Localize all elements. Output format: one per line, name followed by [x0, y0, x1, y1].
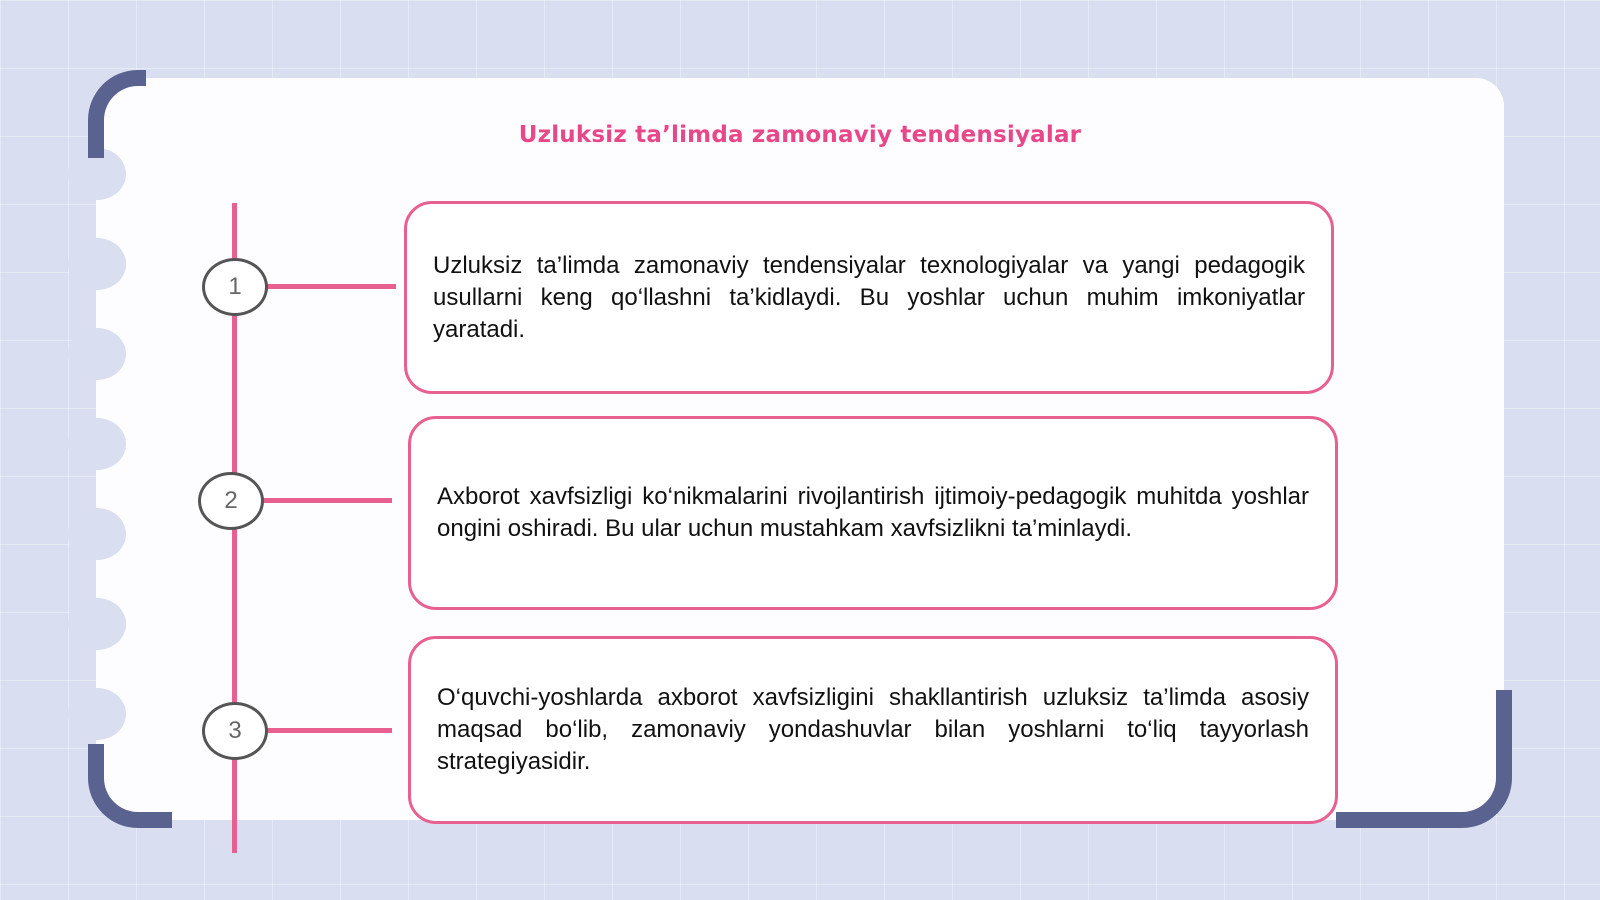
step-box-1	[404, 201, 1334, 394]
timeline-connector-1	[262, 284, 396, 289]
corner-bracket-bottom-left	[88, 744, 172, 828]
card-scallop	[68, 328, 126, 380]
step-marker-2: 2	[198, 472, 264, 530]
card-scallop	[68, 598, 126, 650]
card-scallop	[68, 688, 126, 740]
step-text-1: Uzluksiz ta’limda zamonaviy tendensiyalar texnologiyalar va yangi pedagogik usullarni keng qo‘llashni ta’kidlaydi. Bu yoshlar uchun muhim imkoniyatlar yaratadi.	[433, 251, 1305, 343]
card-scallop	[68, 238, 126, 290]
card-scallop	[68, 508, 126, 560]
step-text-2: Axborot xavfsizligi ko‘nikmalarini rivojlantirish ijtimoiy-pedagogik muhitda yoshlar ongini oshiradi. Bu ular uchun mustahkam xavfsizlikni ta’minlaydi.	[437, 483, 1309, 542]
step-box-3	[408, 636, 1338, 824]
timeline-connector-2	[258, 498, 392, 503]
step-box-2	[408, 416, 1338, 610]
step-marker-1: 1	[202, 258, 268, 316]
corner-bracket-bottom-right	[1336, 690, 1512, 828]
step-text-3: O‘quvchi-yoshlarda axborot xavfsizligini shakllantirish uzluksiz ta’limda asosiy maqsad bo‘lib, zamonaviy yondashuvlar bilan yoshlarni to‘liq tayyorlash strategiyasidir.	[437, 684, 1309, 775]
step-marker-3: 3	[202, 702, 268, 760]
slide-title: Uzluksiz ta’limda zamonaviy tendensiyalar	[518, 122, 1082, 148]
card-scallop	[68, 418, 126, 470]
timeline-connector-3	[262, 728, 392, 733]
